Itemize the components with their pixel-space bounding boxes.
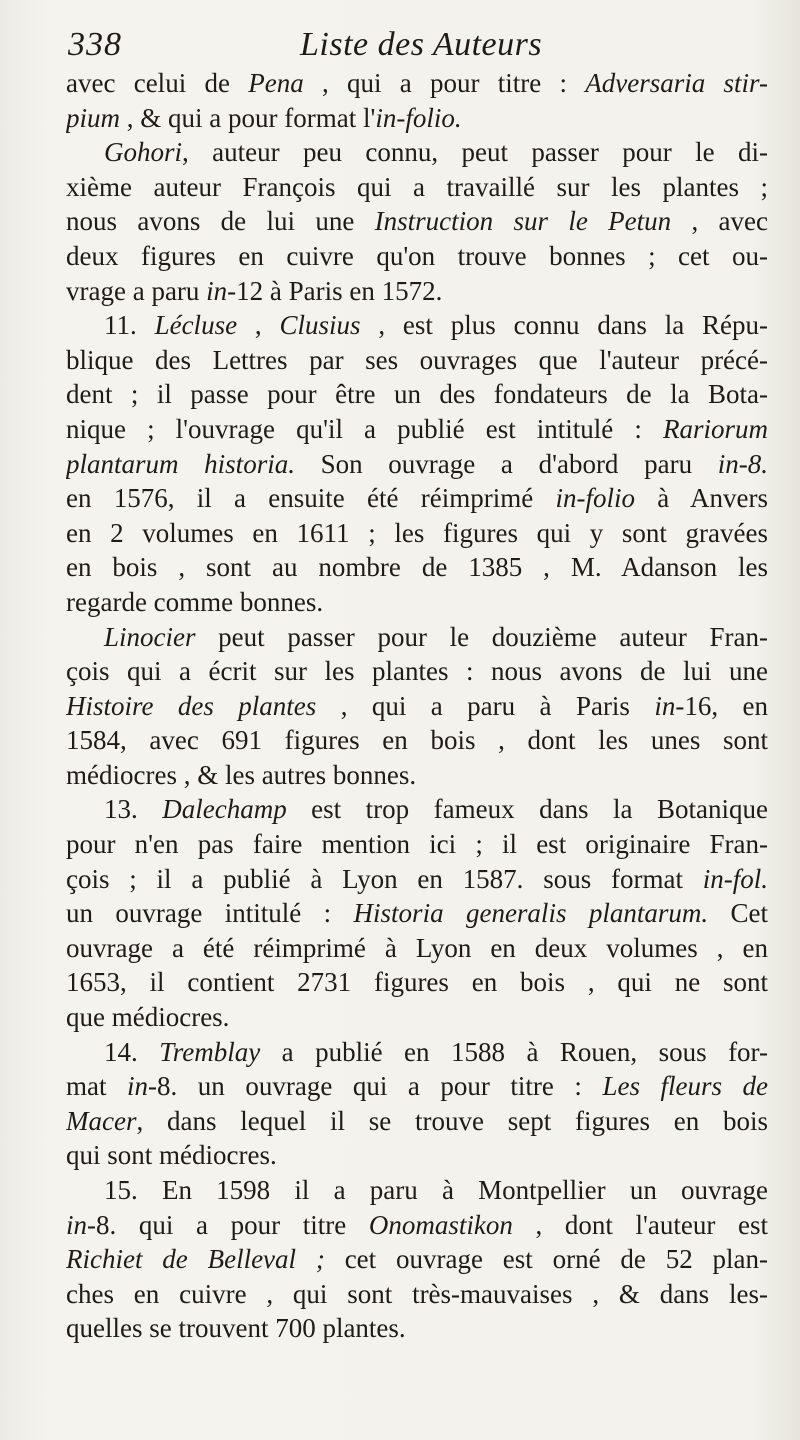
- text-run: 11.: [104, 310, 155, 341]
- text-run: blique des Lettres par ses ouvrages que l'auteur précé-: [66, 344, 768, 375]
- text-run: 1653, il contient 2731 figures en bois , qui ne sont: [66, 967, 768, 998]
- italic-text: Linocier: [104, 621, 196, 652]
- text-run: a publié en 1588 à Rouen, sous for-: [260, 1036, 768, 1067]
- text-line: [66, 1208, 768, 1243]
- text-run: en 1576, il a ensuite été réimprimé: [66, 483, 556, 514]
- text-line: [66, 1104, 768, 1139]
- text-line: [66, 931, 768, 966]
- text-line: [66, 274, 768, 309]
- text-run: peut passer pour le douzième auteur Fran-: [195, 621, 768, 652]
- italic-text: Dalechamp: [162, 794, 287, 825]
- text-run: nique ; l'ouvrage qu'il a publié est intitulé :: [66, 413, 663, 444]
- text-line: [66, 204, 768, 239]
- text-line: [66, 1242, 768, 1277]
- italic-text: in-: [127, 1071, 158, 1102]
- text-line: [66, 1035, 768, 1070]
- text-run: çois qui a écrit sur les plantes : nous avons de lui une: [66, 656, 768, 687]
- italic-text: in-8.: [717, 448, 768, 479]
- italic-text: Macer: [66, 1105, 137, 1136]
- italic-text: Onomastikon: [368, 1209, 513, 1240]
- text-line: [66, 550, 768, 585]
- italic-text: Rariorum: [662, 413, 768, 444]
- text-run: , avec: [671, 206, 768, 237]
- text-run: cet ouvrage est orné de 52 plan-: [324, 1244, 768, 1275]
- text-line: [66, 1311, 768, 1346]
- italic-text: Gohori: [104, 137, 183, 168]
- text-line: [66, 792, 768, 827]
- text-line: [66, 1000, 768, 1035]
- text-line: [66, 1173, 768, 1208]
- text-run: vrage a paru: [66, 275, 207, 306]
- text-line: [66, 447, 768, 482]
- running-title: Liste des Auteurs: [300, 26, 543, 63]
- text-line: [66, 1277, 768, 1312]
- text-run: est trop fameux dans la Botanique: [286, 794, 768, 825]
- italic-text: in-: [206, 275, 237, 306]
- italic-text: Les fleurs de: [602, 1071, 768, 1102]
- text-line: [66, 620, 768, 655]
- text-run: 8. qui a pour titre: [96, 1209, 369, 1240]
- text-run: mat: [66, 1071, 128, 1102]
- text-run: 15. En 1598 il a paru à Montpellier un ouvrage: [104, 1175, 768, 1205]
- text-run: avec celui de: [66, 68, 249, 98]
- text-run: , dont l'auteur est: [512, 1209, 768, 1240]
- text-run: qui sont médiocres.: [66, 1140, 277, 1171]
- text-run: dent ; il passe pour être un des fondateurs de la Bota-: [66, 379, 768, 410]
- page-number: 338: [68, 26, 122, 63]
- text-run: Son ouvrage a d'abord paru: [294, 448, 718, 479]
- text-line: [66, 377, 768, 412]
- text-run: ,: [237, 310, 280, 341]
- text-line: [66, 862, 768, 897]
- italic-text: Tremblay: [159, 1036, 261, 1067]
- text-line: [66, 343, 768, 378]
- text-line: [66, 585, 768, 620]
- text-run: 16, en: [684, 690, 768, 721]
- text-run: çois ; il a publié à Lyon en 1587. sous format: [66, 863, 703, 894]
- italic-text: in-folio: [555, 483, 635, 514]
- italic-text: Clusius: [279, 310, 361, 341]
- italic-text: in-fol.: [702, 863, 768, 894]
- text-run: nous avons de lui une: [66, 206, 375, 237]
- text-run: 8. un ouvrage qui a pour titre :: [157, 1071, 603, 1102]
- text-line: [66, 896, 768, 931]
- text-run: 13.: [104, 794, 163, 825]
- text-run: deux figures en cuivre qu'on trouve bonnes ; cet ou-: [66, 240, 768, 271]
- italic-text: in-: [66, 1209, 96, 1240]
- text-run: pour n'en pas faire mention ici ; il est originaire Fran-: [66, 829, 768, 860]
- text-run: à Anvers: [634, 483, 768, 514]
- text-run: , dans lequel il se trouve sept figures en bois: [136, 1105, 768, 1136]
- text-run: 1584, avec 691 figures en bois , dont les unes sont: [66, 725, 768, 756]
- text-run: , est plus connu dans la Répu-: [360, 310, 768, 341]
- italic-text: in-folio.: [375, 102, 462, 133]
- text-run: regarde comme bonnes.: [66, 586, 324, 617]
- text-line: [66, 1138, 768, 1173]
- italic-text: pium: [66, 102, 120, 133]
- text-run: quelles se trouvent 700 plantes.: [66, 1313, 406, 1344]
- italic-text: Pena: [248, 68, 304, 98]
- text-run: ches en cuivre , qui sont très-mauvaises , & dans les-: [66, 1278, 768, 1309]
- text-run: ouvrage a été réimprimé à Lyon en deux volumes , en: [66, 932, 768, 963]
- text-line: [66, 66, 768, 101]
- text-line: [66, 135, 768, 170]
- text-run: 12 à Paris en 1572.: [236, 275, 443, 306]
- italic-text: Instruction sur le Petun: [374, 206, 672, 237]
- text-line: [66, 239, 768, 274]
- text-run: , qui a pour titre :: [303, 68, 586, 98]
- text-line: [66, 412, 768, 447]
- text-run: médiocres , & les autres bonnes.: [66, 759, 417, 790]
- text-line: [66, 654, 768, 689]
- text-line: [66, 308, 768, 343]
- text-run: en 2 volumes en 1611 ; les figures qui y sont gravées: [66, 517, 768, 548]
- text-run: que médiocres.: [66, 1002, 230, 1033]
- italic-text: Lécluse: [154, 310, 238, 341]
- text-run: un ouvrage intitulé :: [66, 898, 354, 929]
- text-line: [66, 965, 768, 1000]
- text-line: [66, 1069, 768, 1104]
- text-run: , & qui a pour format l': [120, 102, 376, 133]
- italic-text: Historia generalis plantarum.: [353, 898, 709, 929]
- italic-text: Adversaria stir-: [585, 68, 768, 98]
- italic-text: Histoire des plantes: [66, 690, 317, 721]
- italic-text: Richiet de Belleval ;: [66, 1244, 325, 1275]
- text-line: [66, 170, 768, 205]
- text-line: [66, 723, 768, 758]
- text-run: en bois , sont au nombre de 1385 , M. Adanson les: [66, 552, 768, 583]
- text-line: [66, 101, 768, 136]
- text-line: [66, 689, 768, 724]
- text-line: [66, 758, 768, 793]
- italic-text: in-: [654, 690, 685, 721]
- page-header: [68, 22, 768, 72]
- text-run: , auteur peu connu, peut passer pour le di-: [182, 137, 768, 168]
- text-run: 14.: [104, 1036, 160, 1067]
- text-line: [66, 516, 768, 551]
- text-run: , qui a paru à Paris: [316, 690, 655, 721]
- italic-text: plantarum historia.: [66, 448, 295, 479]
- text-run: Cet: [708, 898, 768, 929]
- text-run: xième auteur François qui a travaillé sur les plantes ;: [66, 171, 768, 202]
- text-line: [66, 481, 768, 516]
- body-text: [66, 66, 768, 1346]
- text-line: [66, 827, 768, 862]
